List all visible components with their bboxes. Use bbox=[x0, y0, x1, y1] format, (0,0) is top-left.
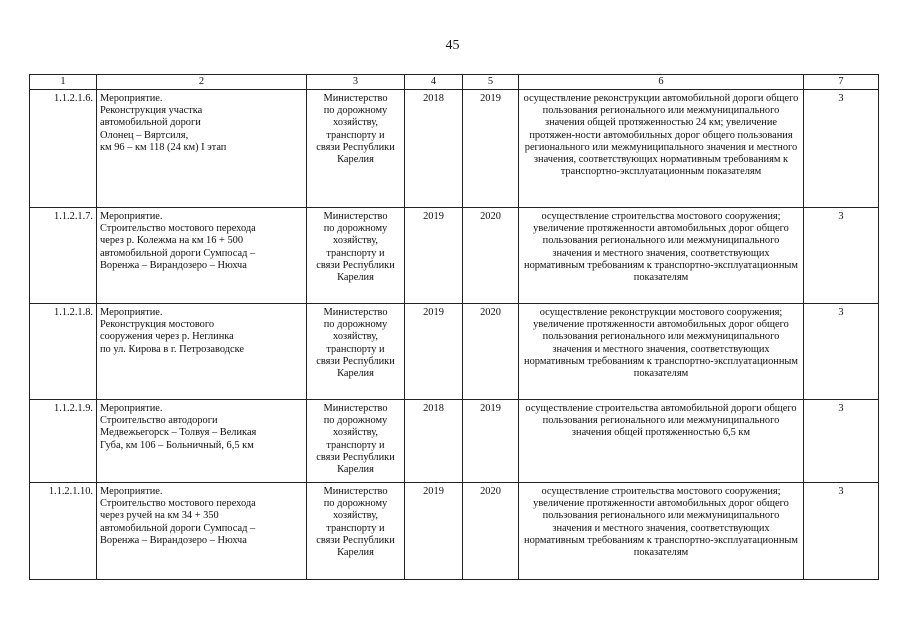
start-year: 2019 bbox=[405, 208, 463, 304]
column-number: 1 bbox=[30, 75, 97, 90]
activity-code: 1.1.2.1.10. bbox=[30, 483, 97, 580]
column-number: 4 bbox=[405, 75, 463, 90]
indicator-link: 3 bbox=[804, 304, 879, 400]
end-year: 2020 bbox=[463, 304, 519, 400]
activity-name: Мероприятие. Строительство мостового перехода через р. Колежма на км 16 + 500 автомобильной дороги Сумпосад – Воренжа – Вирандозеро – Нюхча bbox=[97, 208, 307, 304]
activity-code: 1.1.2.1.9. bbox=[30, 400, 97, 483]
expected-result: осуществление реконструкции мостового сооружения; увеличение протяженности автомобильных дорог общего пользования регионального или межмуниципального значения и местного значения, соответствующих нормативным требованиям к транспортно-эксплуатационным показателям bbox=[519, 304, 804, 400]
column-numbers-row bbox=[30, 75, 879, 90]
expected-result: осуществление строительства автомобильной дороги общего пользования регионального или межмуниципального значения общей протяженностью 6,5 км bbox=[519, 400, 804, 483]
expected-result: осуществление строительства мостового сооружения; увеличение протяженности автомобильных дорог общего пользования регионального или межмуниципального значения и местного значения, соответствующих нормативным требованиям к транспортно-эксплуатационным показателям bbox=[519, 208, 804, 304]
end-year: 2020 bbox=[463, 483, 519, 580]
table-row bbox=[30, 483, 879, 580]
activity-name: Мероприятие. Реконструкция мостового сооружения через р. Неглинка по ул. Кирова в г. Петрозаводске bbox=[97, 304, 307, 400]
expected-result: осуществление реконструкции автомобильной дороги общего пользования регионального или межмуниципального значения общей протяженностью 24 км; увеличение протяжен-ности автомобильных дорог общего пользования регионального или межмуниципального значения и местного значения, соответствующих нормативным требованиям к транспортно-эксплуатационным показателям bbox=[519, 90, 804, 208]
column-number: 7 bbox=[804, 75, 879, 90]
activity-code: 1.1.2.1.7. bbox=[30, 208, 97, 304]
activity-executor: Министерство по дорожному хозяйству, транспорту и связи Республики Карелия bbox=[307, 90, 405, 208]
end-year: 2019 bbox=[463, 90, 519, 208]
indicator-link: 3 bbox=[804, 483, 879, 580]
page-number: 45 bbox=[445, 38, 460, 53]
activity-executor: Министерство по дорожному хозяйству, транспорту и связи Республики Карелия bbox=[307, 400, 405, 483]
table-row bbox=[30, 304, 879, 400]
activity-name: Мероприятие. Строительство автодороги Медвежьегорск – Толвуя – Великая Губа, км 106 – Больничный, 6,5 км bbox=[97, 400, 307, 483]
end-year: 2019 bbox=[463, 400, 519, 483]
activity-code: 1.1.2.1.8. bbox=[30, 304, 97, 400]
indicator-link: 3 bbox=[804, 208, 879, 304]
start-year: 2019 bbox=[405, 304, 463, 400]
expected-result: осуществление строительства мостового сооружения; увеличение протяженности автомобильных дорог общего пользования регионального или межмуниципального значения и местного значения, соответствующих нормативным требованиям к транспортно-эксплуатационным показателям bbox=[519, 483, 804, 580]
activity-executor: Министерство по дорожному хозяйству, транспорту и связи Республики Карелия bbox=[307, 208, 405, 304]
column-number: 2 bbox=[97, 75, 307, 90]
indicator-link: 3 bbox=[804, 400, 879, 483]
activity-executor: Министерство по дорожному хозяйству, транспорту и связи Республики Карелия bbox=[307, 483, 405, 580]
column-number: 6 bbox=[519, 75, 804, 90]
activity-name: Мероприятие. Реконструкция участка автомобильной дороги Олонец – Вяртсиля, км 96 – км 118 (24 км) I этап bbox=[97, 90, 307, 208]
start-year: 2018 bbox=[405, 400, 463, 483]
start-year: 2018 bbox=[405, 90, 463, 208]
start-year: 2019 bbox=[405, 483, 463, 580]
end-year: 2020 bbox=[463, 208, 519, 304]
program-activities-table bbox=[29, 74, 879, 580]
table-row bbox=[30, 400, 879, 483]
activity-name: Мероприятие. Строительство мостового перехода через ручей на км 34 + 350 автомобильной дороги Сумпосад – Воренжа – Вирандозеро – Нюхча bbox=[97, 483, 307, 580]
table-row bbox=[30, 208, 879, 304]
activity-executor: Министерство по дорожному хозяйству, транспорту и связи Республики Карелия bbox=[307, 304, 405, 400]
column-number: 5 bbox=[463, 75, 519, 90]
activity-code: 1.1.2.1.6. bbox=[30, 90, 97, 208]
column-number: 3 bbox=[307, 75, 405, 90]
table-row bbox=[30, 90, 879, 208]
indicator-link: 3 bbox=[804, 90, 879, 208]
